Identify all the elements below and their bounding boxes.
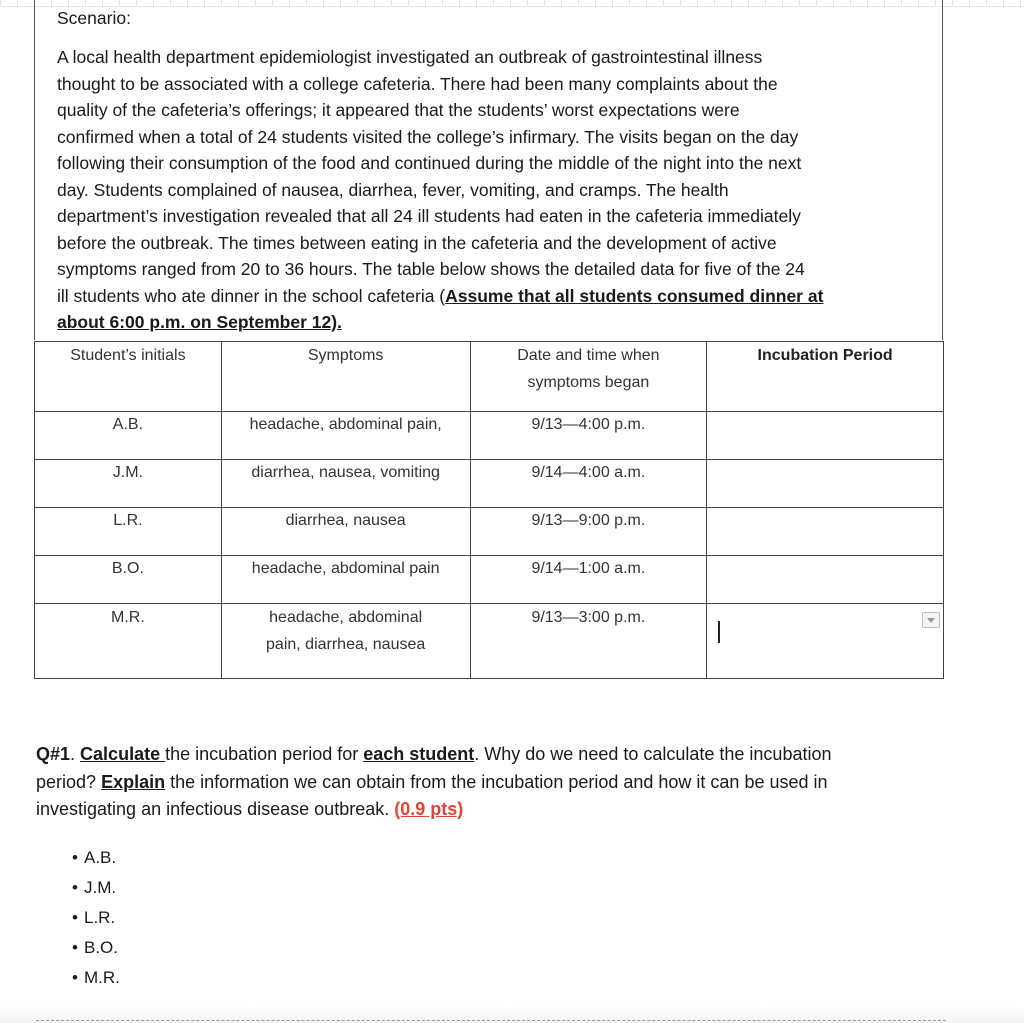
scenario-heading: Scenario: <box>57 8 131 28</box>
scenario-line: confirmed when a total of 24 students visited the college’s infirmary. The visits began on the day <box>57 126 799 147</box>
cell-datetime: 9/14—4:00 a.m. <box>470 460 707 508</box>
list-item[interactable]: • A.B. <box>72 845 120 875</box>
list-item[interactable]: • B.O. <box>72 935 120 965</box>
header-symptoms: Symptoms <box>221 342 470 412</box>
cell-symptoms: headache, abdominal pain, diarrhea, nausea <box>221 604 470 679</box>
cell-initials: L.R. <box>35 508 222 556</box>
points-label: (0.9 pts) <box>394 799 464 819</box>
page-break-line <box>36 1020 946 1021</box>
cell-symptoms: headache, abdominal pain <box>221 556 470 604</box>
list-item[interactable]: • M.R. <box>72 965 120 995</box>
bullet-icon: • <box>72 968 78 987</box>
cell-incubation[interactable] <box>707 508 944 556</box>
cell-initials: J.M. <box>35 460 222 508</box>
bullet-icon: • <box>72 878 78 897</box>
cell-initials: A.B. <box>35 412 222 460</box>
scenario-line: ill students who ate dinner in the school cafeteria ( <box>57 285 446 306</box>
table-row <box>35 460 944 508</box>
list-item[interactable]: • L.R. <box>72 905 120 935</box>
cell-options-button[interactable] <box>922 612 940 628</box>
table-row <box>35 556 944 604</box>
chevron-down-icon <box>926 617 936 624</box>
scenario-line: before the outbreak. The times between eating in the cafeteria and the development of active <box>57 232 777 253</box>
text-cursor <box>718 621 720 643</box>
scenario-paragraph <box>57 44 932 336</box>
cell-symptoms: diarrhea, nausea, vomiting <box>221 460 470 508</box>
scenario-line: department’s investigation revealed that all 24 ill students had eaten in the cafeteria immediately <box>57 206 801 226</box>
cell-initials: B.O. <box>35 556 222 604</box>
list-item[interactable]: • J.M. <box>72 875 120 905</box>
cell-datetime: 9/13—3:00 p.m. <box>470 604 707 679</box>
bullet-icon: • <box>72 938 78 957</box>
scenario-line: quality of the cafeteria’s offerings; it appeared that the students’ worst expectations were <box>57 100 740 120</box>
cell-symptoms: headache, abdominal pain, <box>221 412 470 460</box>
cell-symptoms: diarrhea, nausea <box>221 508 470 556</box>
cell-incubation[interactable] <box>707 556 944 604</box>
cell-incubation[interactable] <box>707 604 944 679</box>
cell-initials: M.R. <box>35 604 222 679</box>
scenario-line: A local health department epidemiologist investigated an outbreak of gastrointestinal illness <box>57 47 763 67</box>
table-row <box>35 604 944 679</box>
header-incubation: Incubation Period <box>707 342 944 412</box>
incubation-table <box>34 341 944 679</box>
table-row <box>35 508 944 556</box>
each-student-emphasis: each student <box>363 744 475 764</box>
table-row <box>35 412 944 460</box>
cell-datetime: 9/13—4:00 p.m. <box>470 412 707 460</box>
scenario-assumption-1: Assume that all students consumed dinner at <box>445 285 824 306</box>
scenario-line: thought to be associated with a college cafeteria. There had been many complaints about the <box>57 73 778 94</box>
cell-incubation[interactable] <box>707 460 944 508</box>
question-label: Q#1 <box>36 744 71 764</box>
question-1: Q#1. Calculate the incubation period for each student. Why do we need to calculate the incubation period? Explain the information we can obtain from the incubation period and how it can be used in investigating an infectious disease outbreak. (0.9 pts) <box>36 744 832 819</box>
scenario-line: day. Students complained of nausea, diarrhea, fever, vomiting, and cramps. The health <box>57 179 729 200</box>
cell-incubation[interactable] <box>707 412 944 460</box>
calculate-emphasis: Calculate <box>80 744 166 764</box>
header-initials: Student’s initials <box>35 342 222 412</box>
student-list <box>72 845 120 995</box>
explain-emphasis: Explain <box>101 771 166 792</box>
header-datetime: Date and time when symptoms began <box>470 342 707 412</box>
scenario-line: symptoms ranged from 20 to 36 hours. The table below shows the detailed data for five of the 24 <box>57 259 805 279</box>
bullet-icon: • <box>72 848 78 867</box>
cell-datetime: 9/13—9:00 p.m. <box>470 508 707 556</box>
scenario-line: following their consumption of the food and continued during the middle of the night into the next <box>57 153 802 173</box>
cell-datetime: 9/14—1:00 a.m. <box>470 556 707 604</box>
bullet-icon: • <box>72 908 78 927</box>
scenario-assumption-2: about 6:00 p.m. on September 12). <box>57 312 342 332</box>
table-header-row <box>35 342 944 412</box>
